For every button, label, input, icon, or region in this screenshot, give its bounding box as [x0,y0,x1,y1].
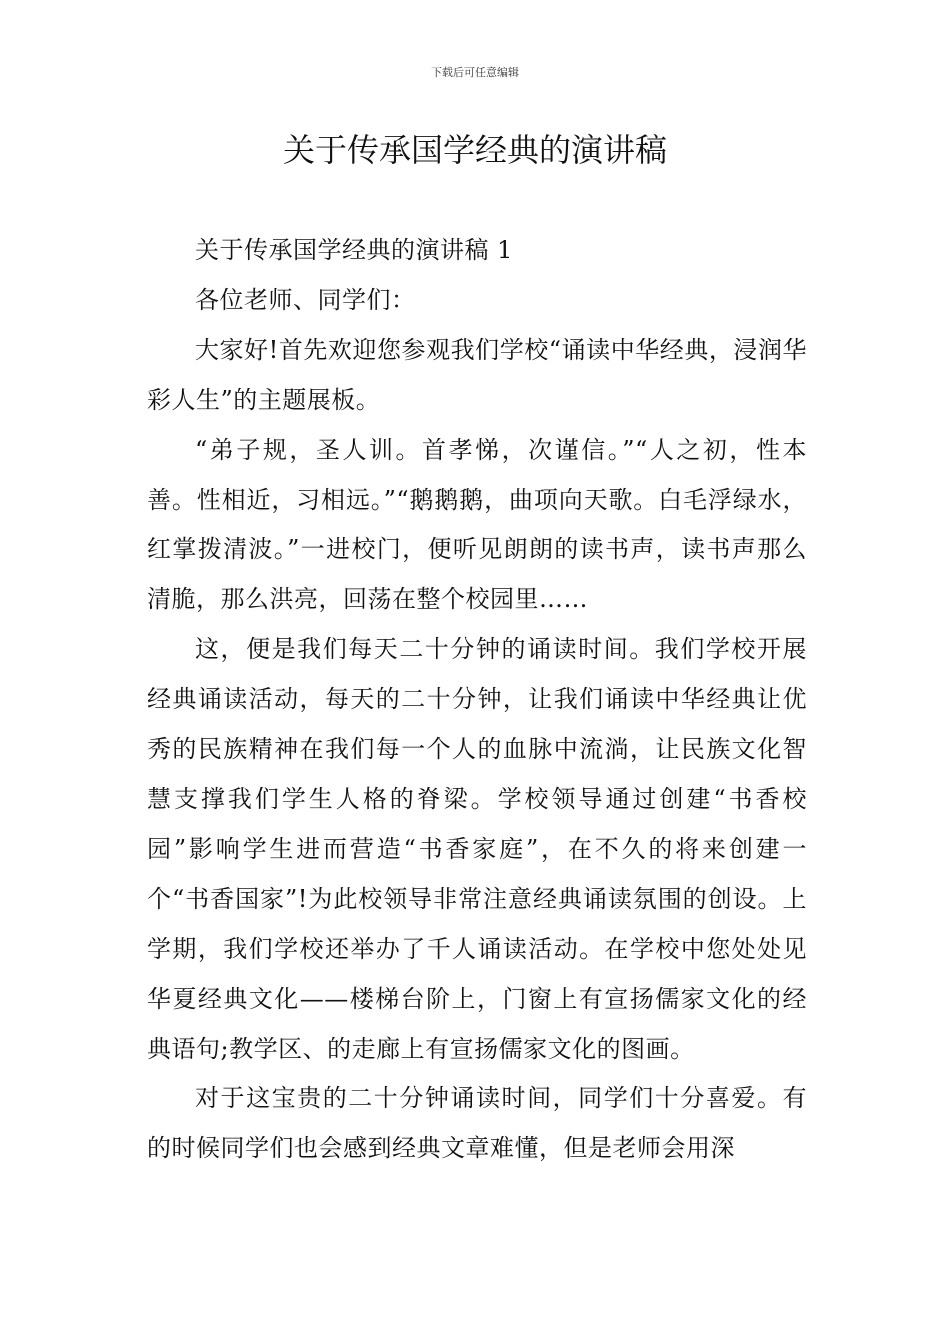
document-body [147,226,807,1174]
paragraph-salutation: 各位老师、同学们： [195,285,416,314]
document-title: 关于传承国学经典的演讲稿 [282,131,667,169]
download-note: 下载后可任意编辑 [431,66,519,79]
paragraph-students: 对于这宝贵的二十分钟诵读时间，同学们十分喜爱。有的时候同学们也会感到经典文章难懂，但是老师会用深 [147,1084,807,1163]
paragraph-subtitle: 关于传承国学经典的演讲稿 1 [195,236,513,264]
paragraph-activity: 这，便是我们每天二十分钟的诵读时间。我们学校开展经典诵读活动，每天的二十分钟，让我们诵读中华经典让优秀的民族精神在我们每一个人的血脉中流淌，让民族文化智慧支撑我们学生人格的脊梁。学校领导通过创建“书香校园”影响学生进而营造“书香家庭”，在不久的将来创建一个“书香国家”!为此校领导非常注意经典诵读氛围的创设。上学期，我们学校还举办了千人诵读活动。在学校中您处处见华夏经典文化——楼梯台阶上，门窗上有宣扬儒家文化的经典语句;教学区、的走廊上有宣扬儒家文化的图画。 [147,635,807,1063]
paragraph-greeting: 大家好!首先欢迎您参观我们学校“诵读中华经典，浸润华彩人生”的主题展板。 [147,335,807,414]
paragraph-recitation: “弟子规，圣人训。首孝悌，次谨信。”“人之初，性本善。性相近，习相远。”“鹅鹅鹅，曲项向天歌。白毛浮绿水，红掌拨清波。”一进校门，便听见朗朗的读书声，读书声那么清脆，那么洪亮，回荡在整个校园里…… [147,435,807,614]
